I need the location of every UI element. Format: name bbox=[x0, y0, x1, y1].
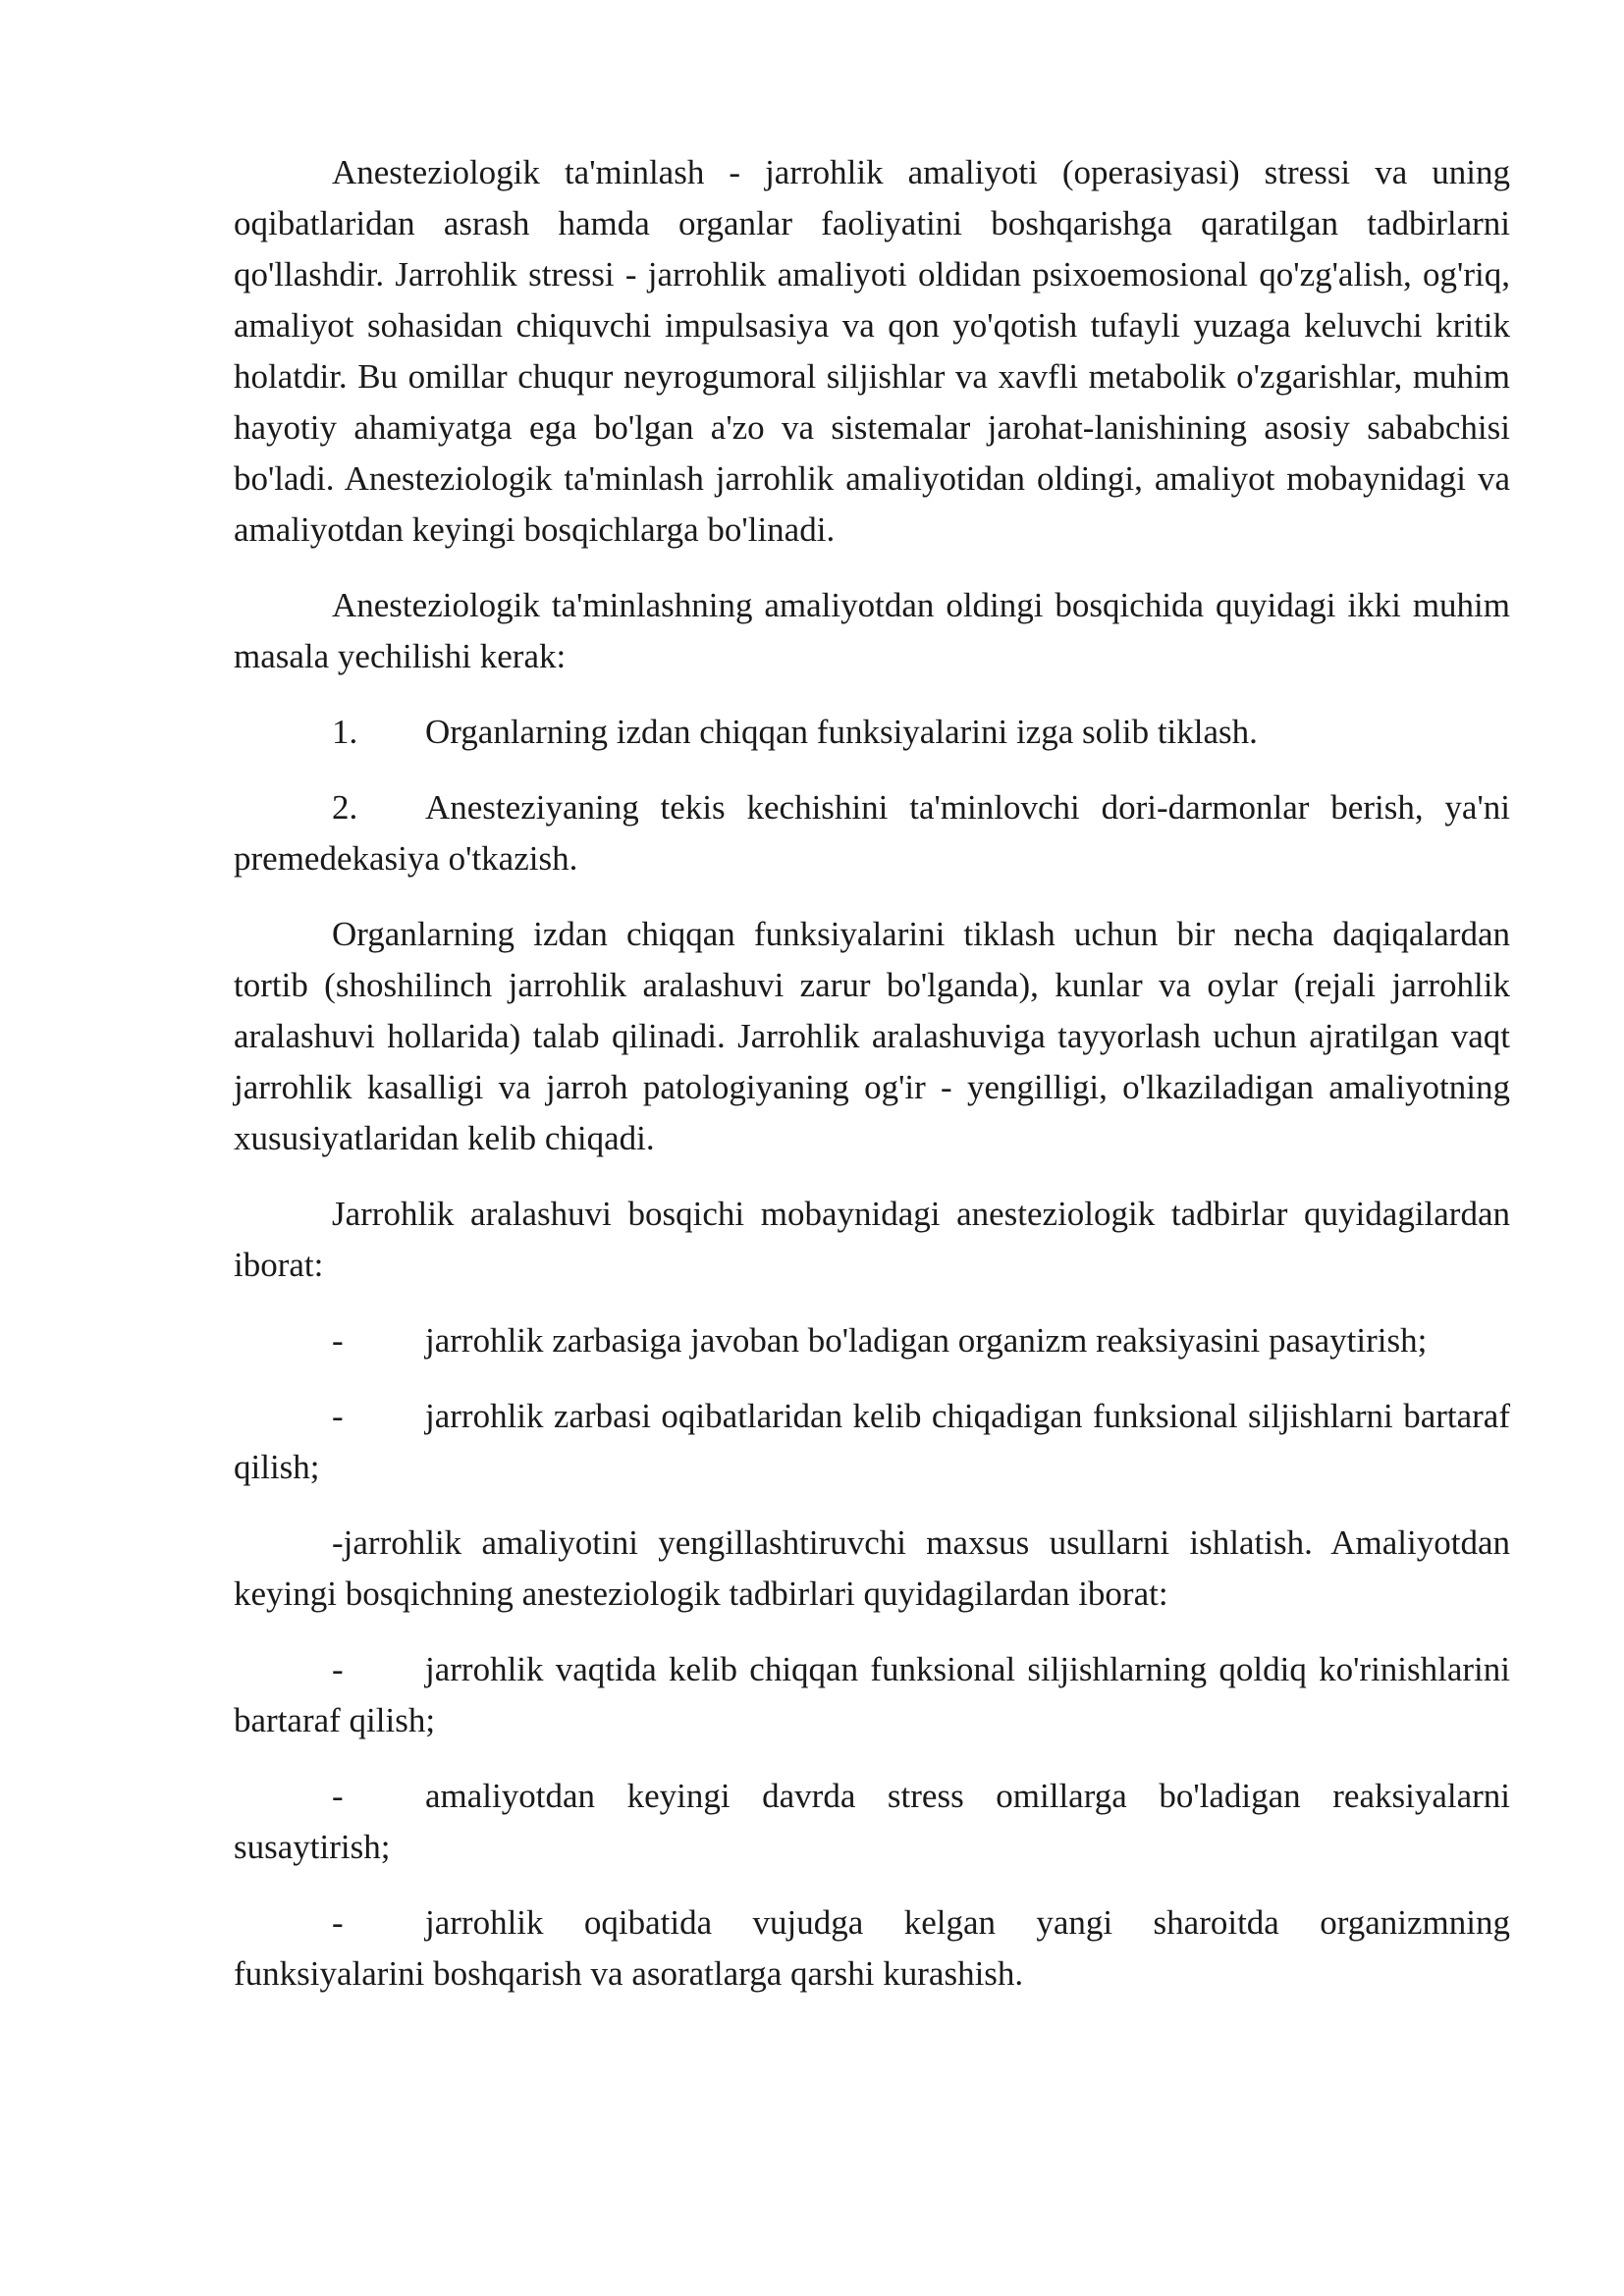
dash-item bbox=[234, 1644, 1510, 1746]
list-marker: - bbox=[332, 1777, 344, 1815]
document-body bbox=[234, 147, 1510, 2024]
paragraph-restoration: Organlarning izdan chiqqan funksiyalarini tiklash uchun bir necha daqiqalardan tortib (shoshilinch jarrohlik aralashuvi zarur bo'lganda), kunlar va oylar (rejali jarrohlik aralashuvi hollarida) talab qilinadi. Jarrohlik aralashuviga tayyorlash uchun ajratilgan vaqt jarrohlik kasalligi va jarroh patologiyaning og'ir - yengilligi, o'lkaziladigan amaliyotning xususiyatlaridan kelib chiqadi. bbox=[234, 915, 1510, 1157]
paragraph-preoperative-intro: Anesteziologik ta'minlashning amaliyotdan oldingi bosqichida quyidagi ikki muhim masala yechilishi kerak: bbox=[234, 586, 1510, 675]
paragraph-postoperative-intro: -jarrohlik amaliyotini yengillashtiruvchi maxsus usullarni ishlatish. Amaliyotdan keyingi bosqichning anesteziologik tadbirlari quyidagilardan iborat: bbox=[234, 1523, 1510, 1613]
paragraph-definition: Anesteziologik ta'minlash - jarrohlik amaliyoti (operasiyasi) stressi va uning oqibatlaridan asrash hamda organlar faoliyatini boshqarishga qaratilgan tadbirlarni qo'llashdir. Jarrohlik stressi - jarrohlik amaliyoti oldidan psixoemosional qo'zg'alish, og'riq, amaliyot sohasidan chiquvchi impulsasiya va qon yo'qotish tufayli yuzaga keluvchi kritik holatdir. Bu omillar chuqur neyrogumoral siljishlar va xavfli metabolik o'zgarishlar, muhim hayotiy ahamiyatga ega bo'lgan a'zo va sistemalar jarohat-lanishining asosiy sababchisi bo'ladi. Anesteziologik ta'minlash jarrohlik amaliyotidan oldingi, amaliyot mobaynidagi va amaliyotdan keyingi bosqichlarga bo'linadi. bbox=[234, 153, 1510, 549]
list-item-text: jarrohlik oqibatida vujudga kelgan yangi sharoitda organizmning funksiyalarini boshqarish va asoratlarga qarshi kurashish. bbox=[234, 1903, 1510, 1993]
dash-item bbox=[234, 1315, 1510, 1366]
list-item-text: jarrohlik vaqtida kelib chiqqan funksional siljishlarning qoldiq ko'rinishlarini bartaraf qilish; bbox=[234, 1650, 1510, 1739]
numbered-item bbox=[234, 707, 1510, 758]
list-item-text: Anesteziyaning tekis kechishini ta'minlovchi dori-darmonlar berish, ya'ni premedekasiya o'tkazish. bbox=[234, 788, 1510, 878]
list-marker: 2. bbox=[332, 788, 358, 827]
dash-item bbox=[234, 1771, 1510, 1873]
paragraph-intraoperative-intro: Jarrohlik aralashuvi bosqichi mobaynidagi anesteziologik tadbirlar quyidagilardan iborat: bbox=[234, 1195, 1510, 1284]
dash-item bbox=[234, 1897, 1510, 2000]
numbered-item bbox=[234, 782, 1510, 884]
list-marker: 1. bbox=[332, 713, 358, 751]
list-marker: - bbox=[332, 1397, 344, 1435]
list-marker: - bbox=[332, 1321, 344, 1360]
list-item-text: jarrohlik zarbasi oqibatlaridan kelib chiqadigan funksional siljishlarni bartaraf qilish; bbox=[234, 1397, 1510, 1486]
dash-item bbox=[234, 1391, 1510, 1493]
list-item-text: amaliyotdan keyingi davrda stress omillarga bo'ladigan reaksiyalarni susaytirish; bbox=[234, 1777, 1510, 1866]
list-item-text: Organlarning izdan chiqqan funksiyalarini izga solib tiklash. bbox=[425, 713, 1258, 751]
list-marker: - bbox=[332, 1903, 344, 1942]
list-item-text: jarrohlik zarbasiga javoban bo'ladigan organizm reaksiyasini pasaytirish; bbox=[425, 1321, 1428, 1360]
list-marker: - bbox=[332, 1650, 344, 1688]
